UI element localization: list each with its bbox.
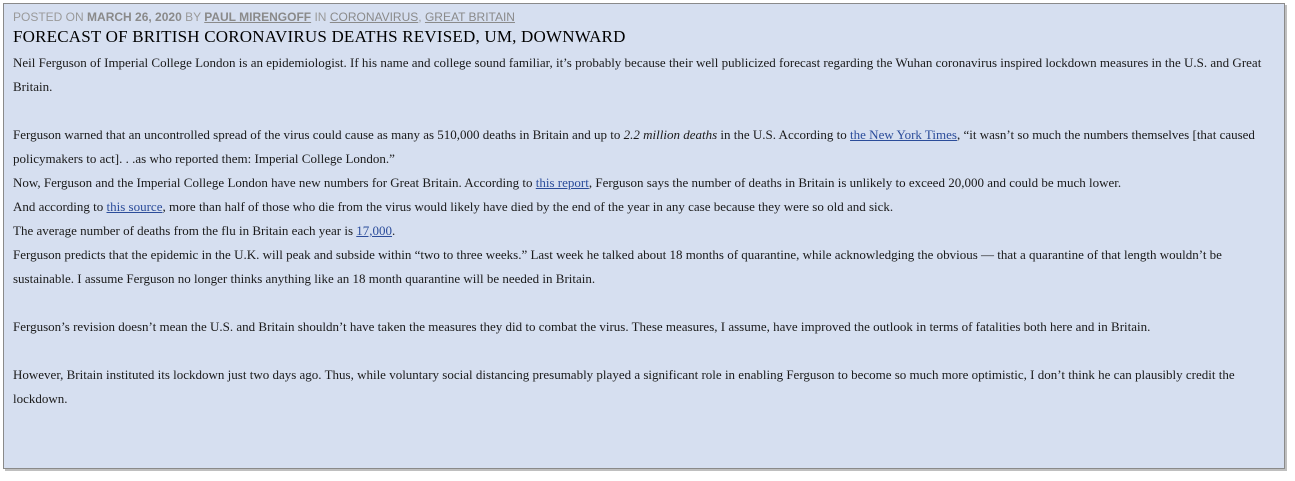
- author-link[interactable]: PAUL MIRENGOFF: [204, 10, 312, 24]
- by-label: BY: [185, 10, 201, 24]
- paragraph-3-text-b: , Ferguson says the number of deaths in Britain is unlikely to exceed 20,000 and could be much lower.: [588, 175, 1122, 190]
- category-separator: ,: [418, 10, 422, 24]
- paragraph-5-text-b: .: [392, 223, 396, 238]
- paragraph-5-text-a: The average number of deaths from the flu in Britain each year is: [13, 223, 357, 238]
- this-report-link[interactable]: this report: [535, 175, 589, 190]
- nyt-link[interactable]: the New York Times: [850, 127, 957, 142]
- category-link-great-britain[interactable]: GREAT BRITAIN: [424, 10, 515, 24]
- post-article: [3, 3, 1285, 469]
- paragraph-2-text-b: in the U.S. According to: [717, 127, 851, 142]
- paragraph-6: Ferguson predicts that the epidemic in the U.K. will peak and subside within “two to three weeks.” Last week he talked about 18 months of quarantine, while acknowledging the obvious — that a quarantine of that length wouldn’t be sustainable. I assume Ferguson no longer thinks anything like an 18 month quarantine will be needed in Britain.: [13, 247, 1222, 286]
- in-label: IN: [314, 10, 327, 24]
- paragraph-2-text-a: Ferguson warned that an uncontrolled spread of the virus could cause as many as 510,000 deaths in Britain and up to: [13, 127, 624, 142]
- posted-on-label: POSTED ON: [13, 10, 84, 24]
- post-meta: [13, 9, 1284, 25]
- this-source-link[interactable]: this source: [106, 199, 163, 214]
- flu-deaths-link[interactable]: 17,000: [356, 223, 393, 238]
- post-body: [13, 51, 1275, 411]
- paragraph-3: [13, 171, 1275, 195]
- paragraph-4: [13, 195, 1275, 219]
- paragraph-1: Neil Ferguson of Imperial College London is an epidemiologist. If his name and college sound familiar, it’s probably because their well publicized forecast regarding the Wuhan coronavirus inspired lockdown measures in the U.S. and Great Britain.: [13, 55, 1262, 94]
- paragraph-4-text-b: , more than half of those who die from the virus would likely have died by the end of the year in any case because they were so old and sick.: [162, 199, 894, 214]
- post-date: MARCH 26, 2020: [87, 10, 182, 24]
- category-link-coronavirus[interactable]: CORONAVIRUS: [329, 10, 419, 24]
- post-title: FORECAST OF BRITISH CORONAVIRUS DEATHS REVISED, UM, DOWNWARD: [13, 27, 626, 46]
- paragraph-7: Ferguson’s revision doesn’t mean the U.S. and Britain shouldn’t have taken the measures they did to combat the virus. These measures, I assume, have improved the outlook in terms of fatalities both here and in Britain.: [13, 319, 1151, 334]
- paragraph-2: [13, 123, 1275, 171]
- paragraph-8: However, Britain instituted its lockdown just two days ago. Thus, while voluntary social distancing presumably played a significant role in enabling Ferguson to become so much more optimistic, I don’t think he can plausibly credit the lockdown.: [13, 367, 1235, 406]
- paragraph-5: [13, 219, 1275, 243]
- paragraph-3-text-a: Now, Ferguson and the Imperial College London have new numbers for Great Britain. According to: [13, 175, 536, 190]
- paragraph-2-emphasis: 2.2 million deaths: [623, 127, 718, 142]
- paragraph-4-text-a: And according to: [13, 199, 107, 214]
- paragraph-2-text-c: , “it wasn’t so much the numbers themselves [that caused policymakers to act]. . .as who reported them: Imperial College London.”: [13, 127, 1255, 166]
